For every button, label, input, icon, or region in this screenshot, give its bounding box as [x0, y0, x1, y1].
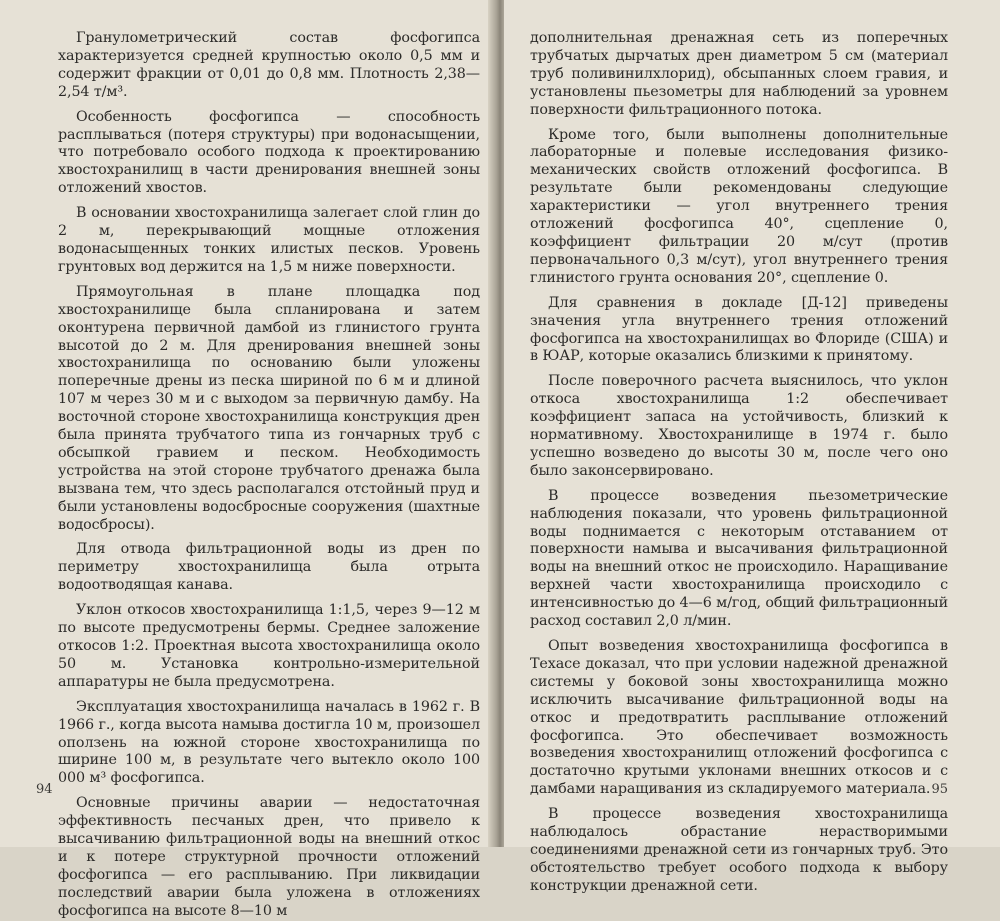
- paragraph: Для сравнения в докладе [Д-12] приведены значения угла внутреннего трения отложений фосфогипса на хвостохранилищах во Флориде (США) и в ЮАР, которые оказались близкими к принятому.: [530, 294, 948, 365]
- continued-paragraph: дополнительная дренажная сеть из поперечных трубчатых дырчатых дрен диаметром 5 см (материал труб поливинилхлорид), обсыпанных слоем гравия, и установлены пьезометры для наблюдений за уровнем поверхности фильтрационного потока.: [530, 30, 948, 118]
- left-page: [0, 0, 496, 919]
- paragraph: Особенность фосфогипса — способность расплываться (потеря структуры) при водонасыщении, что потребовало особого подхода к проектированию хвостохранилищ в части дренирования внешней зоны отложений хвостов.: [58, 108, 480, 197]
- left-page-text: [58, 30, 480, 921]
- paragraph: Уклон откосов хвостохранилища 1:1,5, через 9—12 м по высоте предусмотрены бермы. Среднее заложение откосов 1:2. Проектная высота хвостохранилища около 50 м. Установка контрольно-измерительной аппаратуры не была предусмотрена.: [58, 602, 480, 690]
- paragraph: В процессе возведения пьезометрические наблюдения показали, что уровень фильтрационной воды поднимается с некоторым отставанием от поверхности намыва и высачивания фильтрационной воды на внешний откос не происходило. Наращивание верхней части хвостохранилища происходило с интенсивностью до 4—6 м/год, общий фильтрационный расход составил 2,0 л/мин.: [530, 487, 948, 630]
- paragraph: Кроме того, были выполнены дополнительные лабораторные и полевые исследования физико-механических свойств отложений фосфогипса. В результате были рекомендованы следующие характеристики — угол внутреннего трения отложений фосфогипса 40°, сцепление 0, коэффициент фильтрации 20 м/сут (против первоначального 0,3 м/сут), угол внутреннего трения глинистого грунта основания 20°, сцепление 0.: [530, 126, 948, 286]
- paragraph: В процессе возведения хвостохранилища наблюдалось обрастание нерастворимыми соединениями дренажной сети из гончарных труб. Это обстоятельство требует особого подхода к выбору конструкции дренажной сети.: [530, 806, 948, 894]
- paragraph: Основные причины аварии — недостаточная эффективность песчаных дрен, что привело к высачиванию фильтрационной воды на внешний откос и к потере структурной прочности отложений фосфогипса — его расплыванию. При ликвидации последствий аварии была уложена в отложениях фосфогипса на высоте 8—10 м: [58, 795, 480, 919]
- paragraph: Гранулометрический состав фосфогипса характеризуется средней крупностью около 0,5 мм и содержит фракции от 0,01 до 0,8 мм. Плотность 2,38—2,54 т/м³.: [58, 30, 480, 100]
- paragraph: Прямоугольная в плане площадка под хвостохранилище была спланирована и затем оконтурена первичной дамбой из глинистого грунта высотой до 2 м. Для дренирования внешней зоны хвостохранилища по основанию были уложены поперечные дрены из песка шириной по 6 м и длиной 107 м через 30 м и с выходом за первичную дамбу. На восточной стороне хвостохранилища конструкция дрен была принята трубчатого типа из гончарных труб с обсыпкой гравием и песком. Необходимость устройства на этой стороне трубчатого дренажа была вызвана тем, что здесь располагался отстойный пруд и были установлены водосбросные сооружения (шахтные водосбросы).: [58, 283, 480, 533]
- paragraph: Для отвода фильтрационной воды из дрен по периметру хвостохранилища была отрыта водоотводящая канава.: [58, 541, 480, 594]
- right-page-text: [530, 30, 948, 896]
- right-page: [504, 0, 1000, 894]
- paragraph: После поверочного расчета выяснилось, что уклон откоса хвостохранилища 1:2 обеспечивает коэффициент запаса на устойчивость, близкий к нормативному. Хвостохранилище в 1974 г. было успешно возведено до высоты 30 м, после чего оно было законсервировано.: [530, 373, 948, 479]
- paragraph: Опыт возведения хвостохранилища фосфогипса в Техасе доказал, что при условии надежной дренажной системы у боковой зоны хвостохранилища можно исключить высачивание фильтрационной воды на откос и предотвратить расплывание отложений фосфогипса. Это обеспечивает возможность возведения хвостохранилищ отложений фосфогипса с достаточно крутыми уклонами внешних откосов и с дамбами наращивания из складируемого материала.: [530, 638, 948, 798]
- paragraph: Эксплуатация хвостохранилища началась в 1962 г. В 1966 г., когда высота намыва достигла 10 м, произошел оползень на южной стороне хвостохранилища по ширине 100 м, в результате чего вытекло около 100 000 м³ фосфогипса.: [58, 698, 480, 787]
- paragraph: В основании хвостохранилища залегает слой глин до 2 м, перекрывающий мощные отложения водонасыщенных тонких илистых песков. Уровень грунтовых вод держится на 1,5 м ниже поверхности.: [58, 205, 480, 275]
- page-number-left: 94: [36, 782, 53, 797]
- page-number-right: 95: [931, 782, 948, 797]
